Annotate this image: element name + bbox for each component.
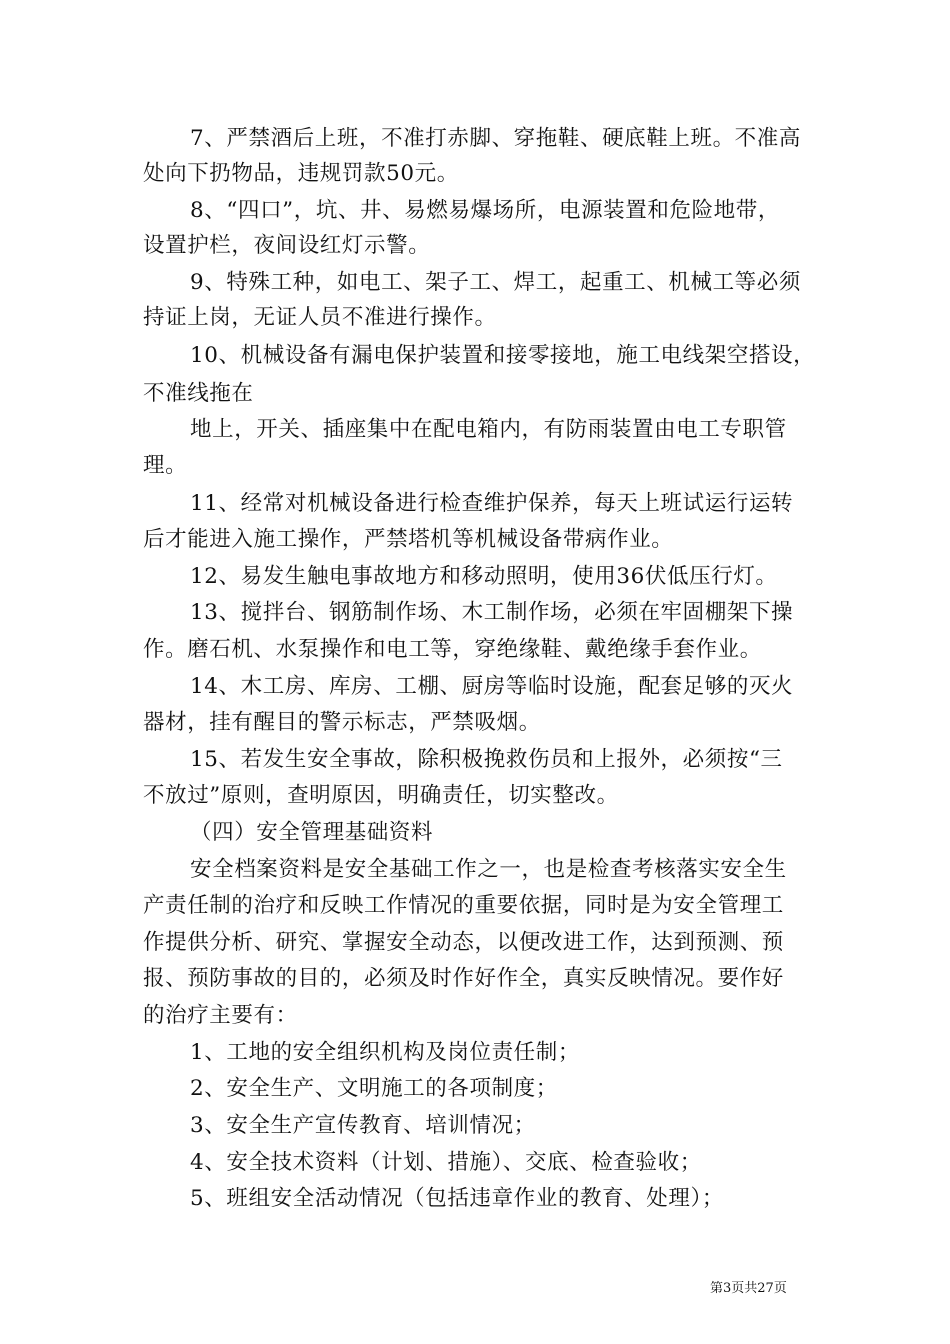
text-line: 作提供分析、研究、掌握安全动态，以便改进工作，达到预测、预 bbox=[143, 930, 784, 955]
text-line: 处向下扔物品，违规罚款50元。 bbox=[143, 161, 459, 186]
text-line: 15、若发生安全事故，除积极挽救伤员和上报外，必须按“三 bbox=[190, 747, 783, 772]
text-line: 的治疗主要有： bbox=[143, 1003, 298, 1028]
text-line: 9、特殊工种，如电工、架子工、焊工，起重工、机械工等必须 bbox=[190, 270, 801, 295]
text-line: 产责任制的治疗和反映工作情况的重要依据，同时是为安全管理工 bbox=[143, 893, 784, 918]
text-line: 报、预防事故的目的，必须及时作好作全，真实反映情况。要作好 bbox=[143, 966, 784, 991]
text-line: 安全档案资料是安全基础工作之一，也是检查考核落实安全生 bbox=[190, 857, 787, 882]
text-line: 器材，挂有醒目的警示标志，严禁吸烟。 bbox=[143, 710, 541, 735]
text-line: 11、经常对机械设备进行检查维护保养，每天上班试运行运转 bbox=[190, 491, 794, 516]
text-line: 持证上岗，无证人员不准进行操作。 bbox=[143, 305, 497, 330]
section-heading: （四）安全管理基础资料 bbox=[190, 820, 434, 845]
list-item: 2、安全生产、文明施工的各项制度； bbox=[190, 1076, 558, 1101]
list-item: 5、班组安全活动情况（包括违章作业的教育、处理）； bbox=[190, 1186, 724, 1211]
text-line: 10、机械设备有漏电保护装置和接零接地，施工电线架空搭设， bbox=[190, 343, 816, 368]
text-line: 设置护栏，夜间设红灯示警。 bbox=[143, 233, 431, 258]
text-line: 13、搅拌台、钢筋制作场、木工制作场，必须在牢固棚架下操 bbox=[190, 600, 794, 625]
text-line: 后才能进入施工操作，严禁塔机等机械设备带病作业。 bbox=[143, 527, 674, 552]
text-line: 理。 bbox=[143, 453, 188, 478]
text-line: 不放过”原则，查明原因，明确责任，切实整改。 bbox=[143, 783, 619, 808]
text-line: 14、木工房、库房、工棚、厨房等临时设施，配套足够的灭火 bbox=[190, 674, 794, 699]
text-line: 地上，开关、插座集中在配电箱内，有防雨装置由电工专职管 bbox=[190, 417, 787, 442]
text-line: 8、“四口”，坑、井、易燃易爆场所，电源装置和危险地带， bbox=[190, 198, 780, 223]
text-line: 12、易发生触电事故地方和移动照明，使用36伏低压行灯。 bbox=[190, 564, 778, 589]
text-line: 不准线拖在 bbox=[143, 381, 254, 406]
page-number: 第3页共27页 bbox=[710, 1281, 787, 1296]
list-item: 1、工地的安全组织机构及岗位责任制； bbox=[190, 1040, 580, 1065]
list-item: 4、安全技术资料（计划、措施）、交底、检查验收； bbox=[190, 1150, 702, 1175]
list-item: 3、安全生产宣传教育、培训情况； bbox=[190, 1113, 536, 1138]
text-line: 7、严禁酒后上班，不准打赤脚、穿拖鞋、硬底鞋上班。不准高 bbox=[190, 126, 801, 151]
text-line: 作。磨石机、水泵操作和电工等，穿绝缘鞋、戴绝缘手套作业。 bbox=[143, 637, 762, 662]
